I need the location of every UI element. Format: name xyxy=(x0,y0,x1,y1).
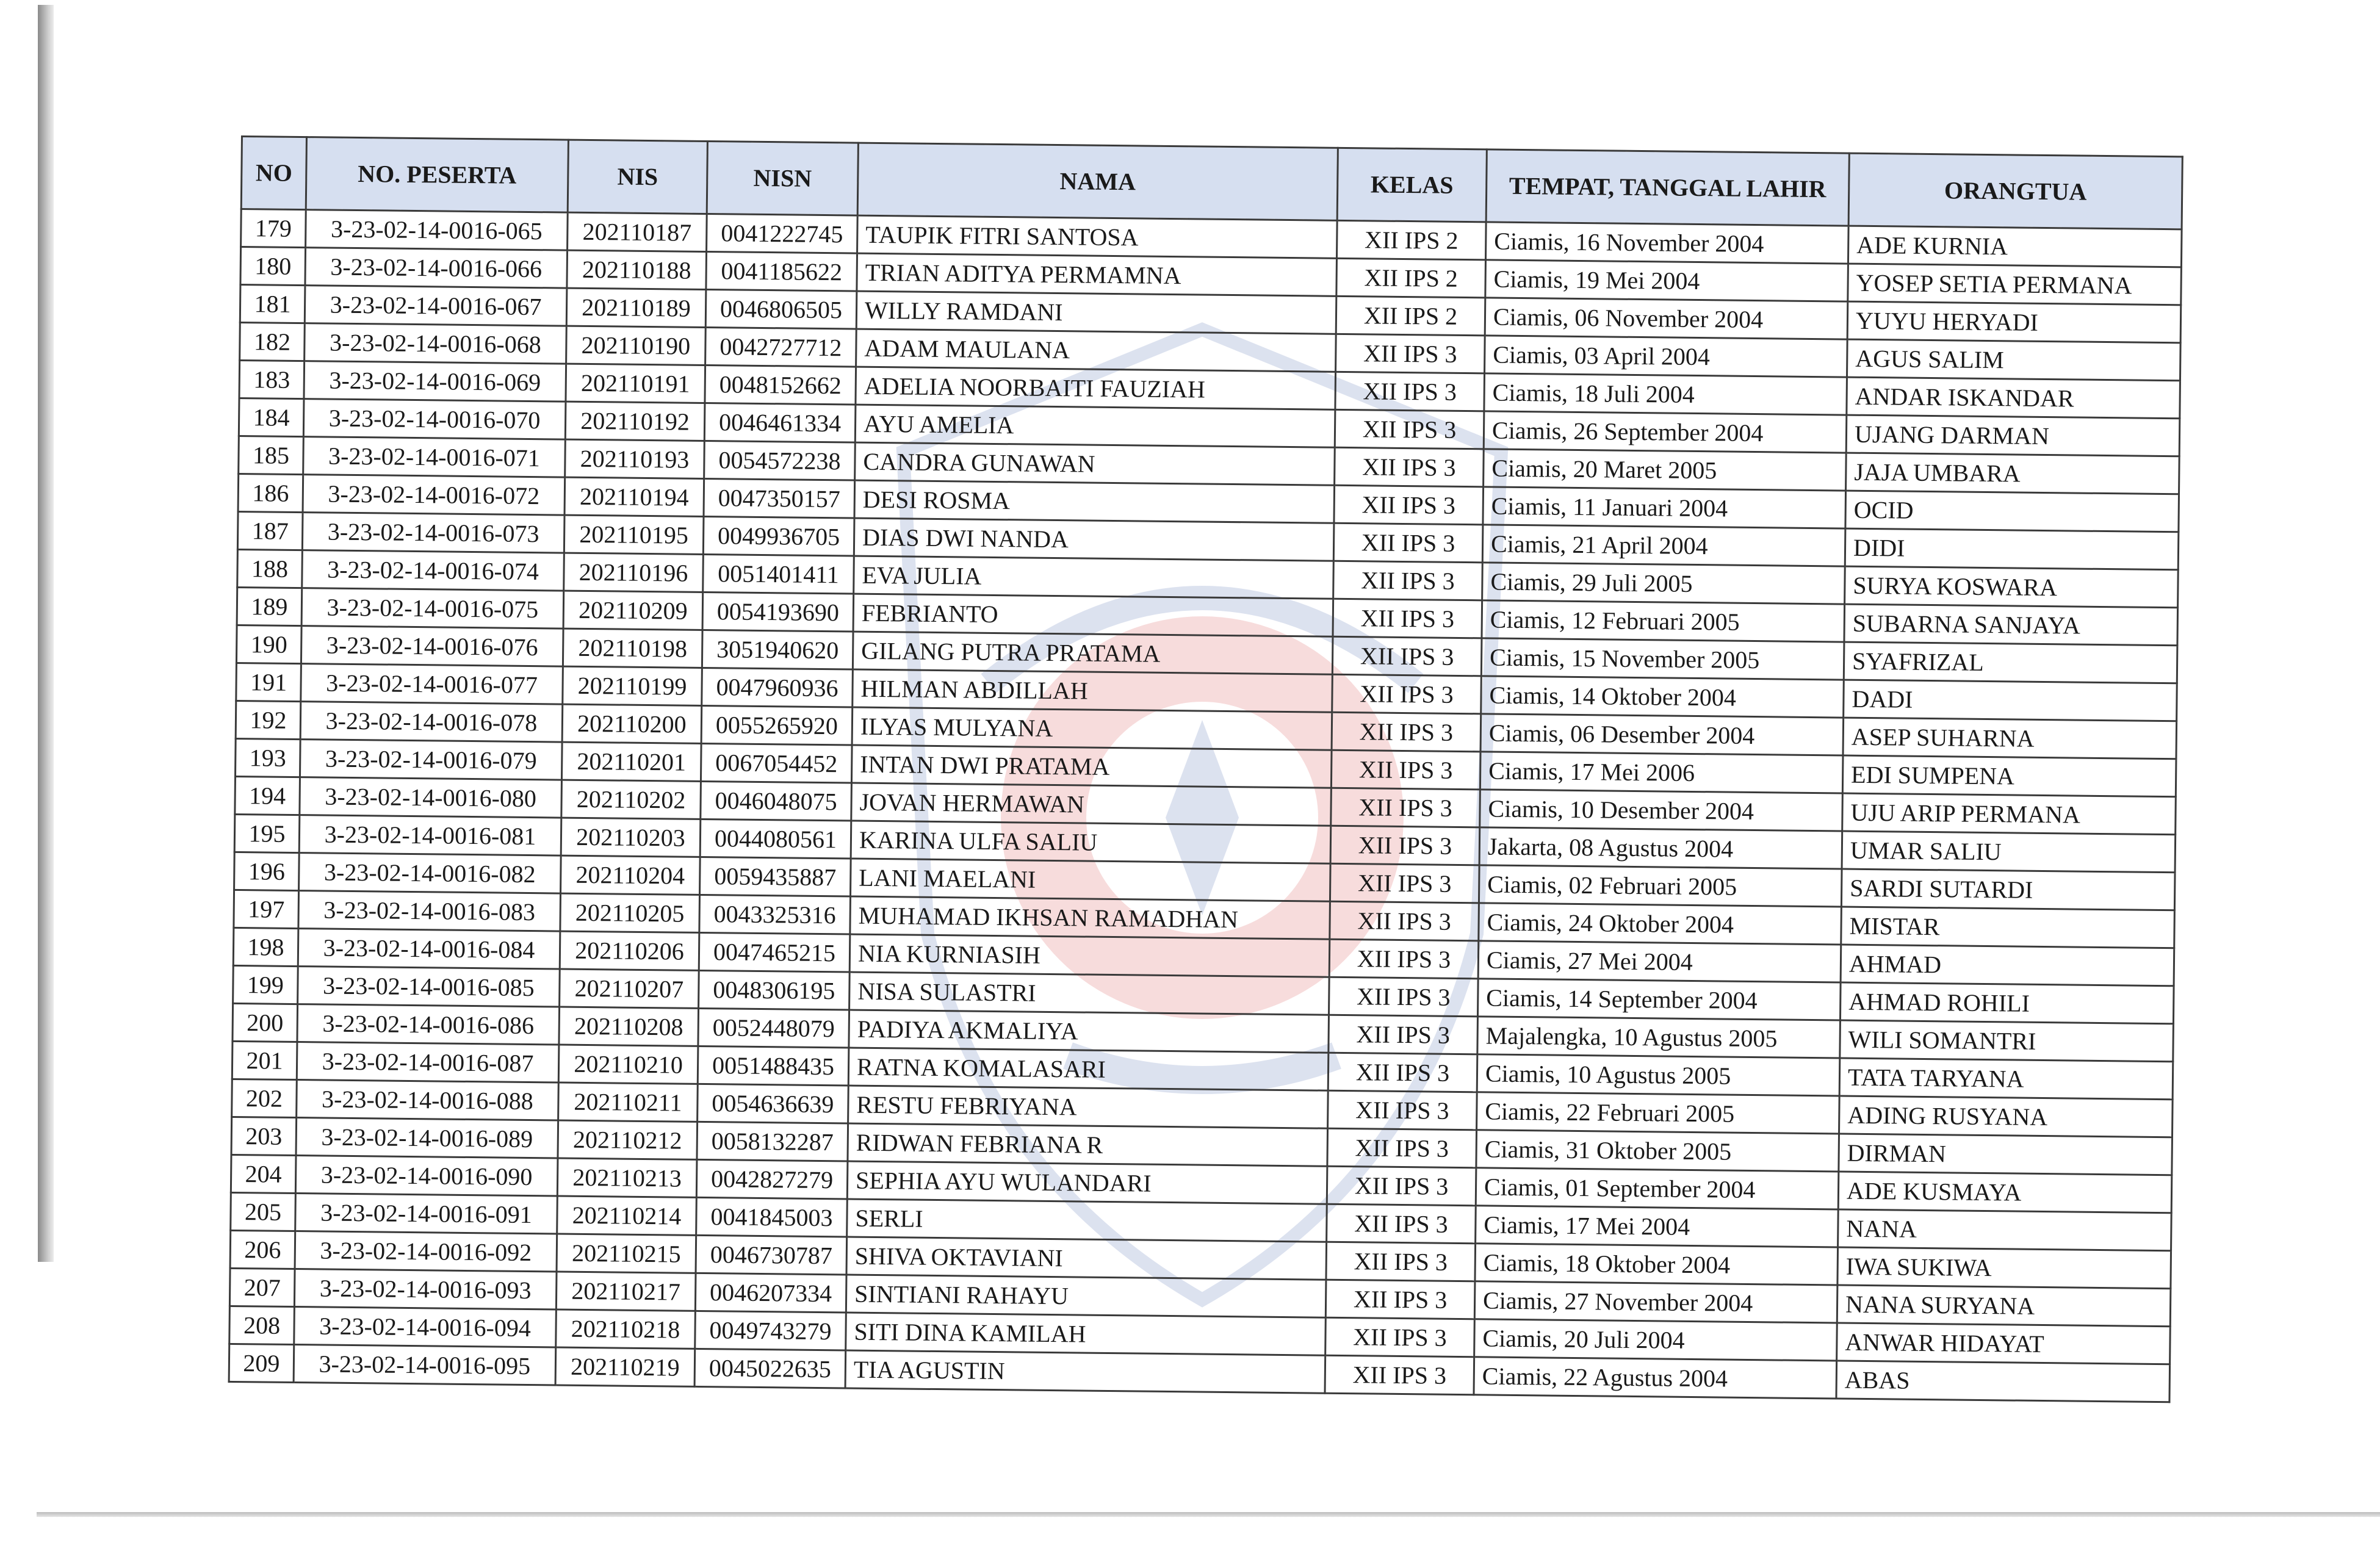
cell-kelas: XII IPS 3 xyxy=(1336,334,1485,373)
cell-nama: TRIAN ADITYA PERMAMNA xyxy=(857,253,1337,296)
cell-tempat-tanggal-lahir: Ciamis, 18 Oktober 2004 xyxy=(1475,1244,1838,1285)
cell-tempat-tanggal-lahir: Ciamis, 14 Oktober 2004 xyxy=(1481,676,1844,718)
cell-orangtua: UJANG DARMAN xyxy=(1846,415,2180,456)
cell-nisn: 0049936705 xyxy=(703,516,854,556)
cell-nis: 202110208 xyxy=(559,1007,699,1046)
cell-orangtua: ADE KUSMAYA xyxy=(1838,1172,2172,1213)
cell-no: 193 xyxy=(235,738,300,777)
cell-nama: CANDRA GUNAWAN xyxy=(855,442,1335,485)
cell-no: 195 xyxy=(234,814,300,852)
cell-orangtua: SYAFRIZAL xyxy=(1844,642,2177,683)
cell-no: 198 xyxy=(233,927,298,966)
cell-orangtua: DIRMAN xyxy=(1839,1134,2173,1175)
cell-kelas: XII IPS 3 xyxy=(1330,901,1479,941)
cell-tempat-tanggal-lahir: Ciamis, 06 Desember 2004 xyxy=(1480,714,1844,755)
cell-nis: 202110204 xyxy=(561,855,701,895)
cell-nama: SEPHIA AYU WULANDARI xyxy=(847,1161,1327,1204)
cell-nisn: 0049743279 xyxy=(695,1311,846,1350)
cell-orangtua: AHMAD xyxy=(1841,945,2174,986)
cell-no: 179 xyxy=(241,209,306,248)
cell-orangtua: MISTAR xyxy=(1841,907,2175,948)
cell-kelas: XII IPS 3 xyxy=(1334,485,1484,525)
cell-nisn: 0046207334 xyxy=(695,1273,846,1313)
cell-orangtua: TATA TARYANA xyxy=(1839,1058,2173,1100)
cell-nama: TIA AGUSTIN xyxy=(845,1350,1325,1393)
cell-no-peserta: 3-23-02-14-0016-066 xyxy=(305,248,568,288)
header-nisn: NISN xyxy=(707,142,858,216)
cell-nama: ILYAS MULYANA xyxy=(852,707,1332,750)
cell-nisn: 0058132287 xyxy=(697,1122,848,1161)
cell-no-peserta: 3-23-02-14-0016-068 xyxy=(305,323,567,364)
cell-no-peserta: 3-23-02-14-0016-078 xyxy=(300,702,563,742)
cell-nis: 202110194 xyxy=(564,477,704,516)
cell-kelas: XII IPS 3 xyxy=(1328,1053,1477,1092)
cell-nis: 202110188 xyxy=(567,250,707,289)
cell-kelas: XII IPS 3 xyxy=(1333,599,1482,638)
cell-nisn: 0042827279 xyxy=(696,1159,848,1199)
cell-kelas: XII IPS 3 xyxy=(1335,372,1485,411)
cell-no-peserta: 3-23-02-14-0016-067 xyxy=(305,286,567,326)
cell-tempat-tanggal-lahir: Ciamis, 22 Februari 2005 xyxy=(1477,1092,1840,1134)
cell-no-peserta: 3-23-02-14-0016-075 xyxy=(301,588,564,629)
cell-no-peserta: 3-23-02-14-0016-088 xyxy=(297,1080,559,1120)
cell-no: 203 xyxy=(231,1117,297,1155)
cell-no: 205 xyxy=(231,1192,296,1231)
cell-no: 182 xyxy=(240,322,305,361)
cell-tempat-tanggal-lahir: Ciamis, 11 Januari 2004 xyxy=(1483,487,1846,528)
cell-nisn: 0051488435 xyxy=(698,1046,849,1086)
cell-nisn: 3051940620 xyxy=(702,630,853,669)
cell-nisn: 0041845003 xyxy=(696,1197,848,1237)
cell-kelas: XII IPS 2 xyxy=(1336,296,1485,336)
cell-tempat-tanggal-lahir: Ciamis, 14 September 2004 xyxy=(1477,979,1841,1020)
cell-nama: MUHAMAD IKHSAN RAMADHAN xyxy=(850,896,1330,939)
cell-no-peserta: 3-23-02-14-0016-084 xyxy=(298,929,560,969)
cell-tempat-tanggal-lahir: Ciamis, 02 Februari 2005 xyxy=(1479,865,1842,907)
cell-no: 189 xyxy=(237,587,302,625)
cell-no-peserta: 3-23-02-14-0016-065 xyxy=(306,210,568,250)
cell-orangtua: ADING RUSYANA xyxy=(1839,1096,2173,1137)
cell-nama: RATNA KOMALASARI xyxy=(848,1048,1329,1090)
cell-nama: LANI MAELANI xyxy=(850,859,1330,901)
cell-no: 185 xyxy=(239,436,304,474)
cell-tempat-tanggal-lahir: Majalengka, 10 Agustus 2005 xyxy=(1477,1017,1841,1058)
cell-nisn: 0048152662 xyxy=(705,365,856,405)
cell-nama: SHIVA OKTAVIANI xyxy=(846,1237,1327,1280)
cell-no: 209 xyxy=(229,1344,294,1382)
cell-no-peserta: 3-23-02-14-0016-071 xyxy=(303,437,566,477)
cell-kelas: XII IPS 3 xyxy=(1325,1355,1474,1395)
cell-nis: 202110191 xyxy=(566,364,705,403)
cell-nisn: 0054193690 xyxy=(702,592,854,632)
cell-no: 191 xyxy=(236,663,301,701)
cell-no-peserta: 3-23-02-14-0016-085 xyxy=(298,967,560,1007)
cell-nama: ADELIA NOORBAITI FAUZIAH xyxy=(856,367,1336,409)
cell-tempat-tanggal-lahir: Ciamis, 19 Mei 2004 xyxy=(1485,260,1848,301)
cell-orangtua: OCID xyxy=(1845,491,2179,532)
cell-nis: 202110195 xyxy=(564,515,704,554)
header-nis: NIS xyxy=(568,140,707,214)
cell-no-peserta: 3-23-02-14-0016-069 xyxy=(304,361,566,402)
cell-nis: 202110203 xyxy=(561,818,701,857)
cell-no: 183 xyxy=(239,360,305,398)
cell-nisn: 0051401411 xyxy=(703,554,854,594)
cell-nama: JOVAN HERMAWAN xyxy=(851,783,1332,826)
cell-no-peserta: 3-23-02-14-0016-091 xyxy=(295,1194,558,1234)
cell-nama: PADIYA AKMALIYA xyxy=(849,1010,1329,1053)
cell-no: 186 xyxy=(238,474,303,512)
cell-no: 180 xyxy=(240,247,306,286)
cell-tempat-tanggal-lahir: Ciamis, 21 April 2004 xyxy=(1482,525,1845,566)
cell-orangtua: IWA SUKIWA xyxy=(1837,1247,2171,1289)
cell-nama: GILANG PUTRA PRATAMA xyxy=(853,632,1333,674)
cell-orangtua: EDI SUMPENA xyxy=(1842,755,2176,797)
header-kelas: KELAS xyxy=(1337,148,1487,222)
cell-orangtua: ASEP SUHARNA xyxy=(1843,718,2177,759)
cell-tempat-tanggal-lahir: Ciamis, 17 Mei 2004 xyxy=(1476,1206,1839,1247)
cell-kelas: XII IPS 3 xyxy=(1333,561,1483,600)
cell-kelas: XII IPS 3 xyxy=(1335,409,1484,449)
cell-no-peserta: 3-23-02-14-0016-072 xyxy=(303,475,565,515)
cell-no-peserta: 3-23-02-14-0016-076 xyxy=(301,626,563,666)
cell-nis: 202110219 xyxy=(555,1347,695,1386)
cell-no-peserta: 3-23-02-14-0016-081 xyxy=(299,815,561,855)
cell-orangtua: JAJA UMBARA xyxy=(1846,453,2180,494)
cell-orangtua: UMAR SALIU xyxy=(1842,831,2176,873)
header-orangtua: ORANGTUA xyxy=(1848,153,2182,229)
cell-nisn: 0041222745 xyxy=(707,214,858,253)
cell-nama: DIAS DWI NANDA xyxy=(854,518,1334,561)
cell-nis: 202110212 xyxy=(558,1120,698,1159)
cell-tempat-tanggal-lahir: Ciamis, 22 Agustus 2004 xyxy=(1474,1357,1837,1399)
cell-no-peserta: 3-23-02-14-0016-083 xyxy=(298,891,561,931)
participant-table-wrapper xyxy=(228,135,2182,1403)
cell-kelas: XII IPS 3 xyxy=(1325,1280,1475,1319)
cell-orangtua: AGUS SALIM xyxy=(1847,339,2180,381)
cell-no-peserta: 3-23-02-14-0016-073 xyxy=(302,513,564,553)
cell-nisn: 0054636639 xyxy=(698,1084,849,1123)
cell-nisn: 0042727712 xyxy=(705,327,857,367)
cell-nis: 202110187 xyxy=(568,212,707,251)
cell-tempat-tanggal-lahir: Ciamis, 17 Mei 2006 xyxy=(1480,752,1843,793)
cell-orangtua: ANDAR ISKANDAR xyxy=(1847,377,2180,419)
cell-no: 196 xyxy=(234,852,300,890)
cell-no: 190 xyxy=(236,625,301,663)
cell-no-peserta: 3-23-02-14-0016-079 xyxy=(300,740,562,780)
cell-no: 181 xyxy=(240,285,305,323)
cell-tempat-tanggal-lahir: Ciamis, 29 Juli 2005 xyxy=(1482,563,1845,604)
cell-nis: 202110207 xyxy=(560,969,699,1008)
header-tempat-tanggal-lahir: TEMPAT, TANGGAL LAHIR xyxy=(1486,149,1849,226)
cell-kelas: XII IPS 3 xyxy=(1329,977,1479,1017)
cell-tempat-tanggal-lahir: Ciamis, 16 November 2004 xyxy=(1485,222,1848,264)
cell-nama: SITI DINA KAMILAH xyxy=(846,1313,1326,1355)
cell-nis: 202110209 xyxy=(563,591,703,630)
cell-kelas: XII IPS 3 xyxy=(1331,788,1480,827)
cell-nama: INTAN DWI PRATAMA xyxy=(851,745,1332,788)
cell-nis: 202110217 xyxy=(556,1272,696,1311)
cell-no-peserta: 3-23-02-14-0016-070 xyxy=(303,399,566,439)
cell-nisn: 0045022635 xyxy=(694,1349,846,1388)
cell-no: 194 xyxy=(235,776,300,815)
cell-kelas: XII IPS 3 xyxy=(1327,1128,1477,1168)
cell-no-peserta: 3-23-02-14-0016-089 xyxy=(296,1118,558,1158)
cell-orangtua: DADI xyxy=(1844,680,2177,721)
cell-nis: 202110205 xyxy=(560,893,700,932)
cell-nis: 202110189 xyxy=(566,288,706,327)
table-body xyxy=(229,209,2182,1402)
cell-orangtua: DIDI xyxy=(1845,528,2179,570)
cell-nisn: 0044080561 xyxy=(700,819,851,859)
cell-no-peserta: 3-23-02-14-0016-082 xyxy=(299,853,561,893)
cell-no: 188 xyxy=(237,549,303,588)
cell-orangtua: AHMAD ROHILI xyxy=(1840,982,2174,1024)
cell-orangtua: SURYA KOSWARA xyxy=(1845,566,2179,608)
cell-tempat-tanggal-lahir: Ciamis, 10 Agustus 2005 xyxy=(1477,1054,1840,1096)
cell-kelas: XII IPS 3 xyxy=(1331,750,1480,790)
cell-orangtua: SARDI SUTARDI xyxy=(1841,869,2175,910)
cell-tempat-tanggal-lahir: Ciamis, 12 Februari 2005 xyxy=(1482,600,1845,642)
cell-orangtua: YOSEP SETIA PERMANA xyxy=(1848,264,2182,305)
cell-nisn: 0052448079 xyxy=(698,1008,849,1048)
cell-kelas: XII IPS 3 xyxy=(1335,447,1484,487)
cell-nisn: 0047350157 xyxy=(704,478,855,518)
cell-kelas: XII IPS 3 xyxy=(1332,674,1482,714)
cell-nama: FEBRIANTO xyxy=(853,594,1333,636)
cell-tempat-tanggal-lahir: Ciamis, 03 April 2004 xyxy=(1485,336,1848,377)
cell-no: 200 xyxy=(233,1003,298,1042)
scan-left-edge-shadow xyxy=(38,5,54,1262)
cell-kelas: XII IPS 2 xyxy=(1336,258,1486,298)
cell-orangtua: UJU ARIP PERMANA xyxy=(1842,793,2176,835)
cell-no-peserta: 3-23-02-14-0016-086 xyxy=(297,1004,560,1045)
cell-nama: WILLY RAMDANI xyxy=(856,291,1336,334)
cell-no: 206 xyxy=(230,1230,295,1269)
cell-tempat-tanggal-lahir: Ciamis, 18 Juli 2004 xyxy=(1484,373,1847,415)
header-no: NO xyxy=(241,137,306,210)
cell-kelas: XII IPS 3 xyxy=(1327,1166,1476,1206)
cell-nisn: 0054572238 xyxy=(704,441,856,480)
cell-nama: DESI ROSMA xyxy=(854,480,1335,523)
cell-kelas: XII IPS 3 xyxy=(1332,636,1482,676)
cell-no-peserta: 3-23-02-14-0016-080 xyxy=(300,777,562,818)
cell-no-peserta: 3-23-02-14-0016-090 xyxy=(295,1156,558,1196)
cell-no: 192 xyxy=(236,701,301,739)
cell-kelas: XII IPS 3 xyxy=(1325,1317,1475,1357)
cell-nis: 202110214 xyxy=(557,1196,697,1235)
participant-table xyxy=(228,135,2183,1403)
cell-kelas: XII IPS 3 xyxy=(1333,523,1483,563)
cell-tempat-tanggal-lahir: Ciamis, 31 Oktober 2005 xyxy=(1476,1130,1839,1172)
cell-nama: TAUPIK FITRI SANTOSA xyxy=(857,215,1338,258)
cell-orangtua: NANA xyxy=(1838,1209,2172,1251)
cell-tempat-tanggal-lahir: Ciamis, 20 Maret 2005 xyxy=(1484,449,1847,491)
cell-nis: 202110196 xyxy=(564,553,704,592)
cell-nisn: 0046806505 xyxy=(705,289,857,329)
cell-nis: 202110192 xyxy=(565,402,705,441)
cell-kelas: XII IPS 3 xyxy=(1332,712,1481,752)
cell-no-peserta: 3-23-02-14-0016-087 xyxy=(297,1042,559,1082)
cell-kelas: XII IPS 2 xyxy=(1336,220,1486,260)
cell-nisn: 0043325316 xyxy=(699,895,851,934)
cell-tempat-tanggal-lahir: Jakarta, 08 Agustus 2004 xyxy=(1479,827,1842,869)
cell-no-peserta: 3-23-02-14-0016-074 xyxy=(302,550,564,591)
cell-kelas: XII IPS 3 xyxy=(1326,1242,1476,1281)
cell-nis: 202110206 xyxy=(560,931,699,970)
cell-orangtua: ADE KURNIA xyxy=(1848,226,2182,267)
cell-nis: 202110210 xyxy=(558,1045,698,1084)
cell-tempat-tanggal-lahir: Ciamis, 26 September 2004 xyxy=(1484,411,1847,453)
cell-no-peserta: 3-23-02-14-0016-094 xyxy=(294,1307,557,1347)
cell-kelas: XII IPS 3 xyxy=(1328,1090,1477,1130)
cell-no: 184 xyxy=(239,398,304,436)
cell-no: 201 xyxy=(232,1041,297,1079)
cell-no-peserta: 3-23-02-14-0016-092 xyxy=(295,1231,557,1272)
cell-nisn: 0055265920 xyxy=(701,705,853,745)
cell-nama: SINTIANI RAHAYU xyxy=(846,1275,1326,1317)
cell-nis: 202110202 xyxy=(561,780,701,819)
cell-no: 204 xyxy=(231,1154,296,1193)
cell-no: 199 xyxy=(233,965,298,1004)
cell-nis: 202110199 xyxy=(563,666,702,705)
cell-tempat-tanggal-lahir: Ciamis, 10 Desember 2004 xyxy=(1480,790,1843,831)
cell-nama: RESTU FEBRIYANA xyxy=(848,1086,1329,1128)
scan-bottom-edge-shadow xyxy=(37,1512,2380,1517)
cell-kelas: XII IPS 3 xyxy=(1327,1204,1476,1244)
cell-kelas: XII IPS 3 xyxy=(1329,939,1479,979)
cell-kelas: XII IPS 3 xyxy=(1329,1015,1478,1054)
cell-no-peserta: 3-23-02-14-0016-095 xyxy=(294,1345,556,1385)
cell-nis: 202110213 xyxy=(557,1158,697,1197)
cell-nama: KARINA ULFA SALIU xyxy=(851,821,1331,863)
cell-nisn: 0046730787 xyxy=(696,1235,847,1275)
cell-nis: 202110201 xyxy=(561,742,701,781)
cell-nama: RIDWAN FEBRIANA R xyxy=(848,1123,1328,1166)
cell-orangtua: WILI SOMANTRI xyxy=(1840,1020,2174,1062)
cell-nis: 202110190 xyxy=(566,326,706,365)
cell-no: 202 xyxy=(232,1079,297,1117)
cell-nama: HILMAN ABDILLAH xyxy=(853,669,1333,712)
cell-orangtua: SUBARNA SANJAYA xyxy=(1844,604,2178,646)
cell-kelas: XII IPS 3 xyxy=(1330,863,1479,903)
cell-tempat-tanggal-lahir: Ciamis, 27 November 2004 xyxy=(1474,1281,1837,1323)
cell-tempat-tanggal-lahir: Ciamis, 01 September 2004 xyxy=(1476,1168,1839,1209)
cell-no: 187 xyxy=(237,511,303,550)
cell-nisn: 0067054452 xyxy=(701,743,852,783)
cell-nisn: 0048306195 xyxy=(699,970,850,1010)
cell-nama: NISA SULASTRI xyxy=(849,972,1330,1015)
cell-nisn: 0046048075 xyxy=(701,781,852,821)
cell-orangtua: ABAS xyxy=(1836,1361,2170,1402)
header-no-peserta: NO. PESERTA xyxy=(306,137,568,212)
cell-kelas: XII IPS 3 xyxy=(1330,826,1480,865)
cell-orangtua: ANWAR HIDAYAT xyxy=(1837,1323,2171,1364)
cell-nama: AYU AMELIA xyxy=(855,405,1335,447)
cell-no-peserta: 3-23-02-14-0016-077 xyxy=(301,664,563,704)
cell-no: 208 xyxy=(229,1306,295,1344)
cell-nis: 202110215 xyxy=(557,1234,696,1273)
cell-no: 197 xyxy=(234,890,299,928)
cell-orangtua: NANA SURYANA xyxy=(1837,1285,2171,1327)
header-nama: NAMA xyxy=(857,143,1338,220)
cell-nis: 202110193 xyxy=(565,439,705,478)
cell-tempat-tanggal-lahir: Ciamis, 27 Mei 2004 xyxy=(1478,941,1841,982)
cell-no-peserta: 3-23-02-14-0016-093 xyxy=(294,1269,557,1309)
cell-nis: 202110211 xyxy=(558,1082,698,1122)
cell-nama: EVA JULIA xyxy=(854,556,1334,599)
cell-tempat-tanggal-lahir: Ciamis, 06 November 2004 xyxy=(1485,298,1848,339)
cell-nisn: 0041185622 xyxy=(706,251,857,291)
cell-nama: ADAM MAULANA xyxy=(856,329,1336,372)
cell-nis: 202110198 xyxy=(563,629,702,668)
cell-tempat-tanggal-lahir: Ciamis, 24 Oktober 2004 xyxy=(1479,903,1842,945)
cell-nama: SERLI xyxy=(847,1199,1327,1242)
cell-nis: 202110200 xyxy=(562,704,702,743)
cell-orangtua: YUYU HERYADI xyxy=(1847,301,2181,343)
cell-nisn: 0047465215 xyxy=(699,932,850,972)
cell-nisn: 0046461334 xyxy=(704,403,856,442)
cell-nisn: 0047960936 xyxy=(702,668,853,707)
cell-nama: NIA KURNIASIH xyxy=(849,934,1330,977)
cell-no: 207 xyxy=(229,1268,295,1306)
cell-tempat-tanggal-lahir: Ciamis, 15 November 2005 xyxy=(1481,638,1844,680)
cell-tempat-tanggal-lahir: Ciamis, 20 Juli 2004 xyxy=(1474,1319,1837,1361)
cell-nisn: 0059435887 xyxy=(700,857,851,896)
cell-nis: 202110218 xyxy=(556,1309,696,1349)
